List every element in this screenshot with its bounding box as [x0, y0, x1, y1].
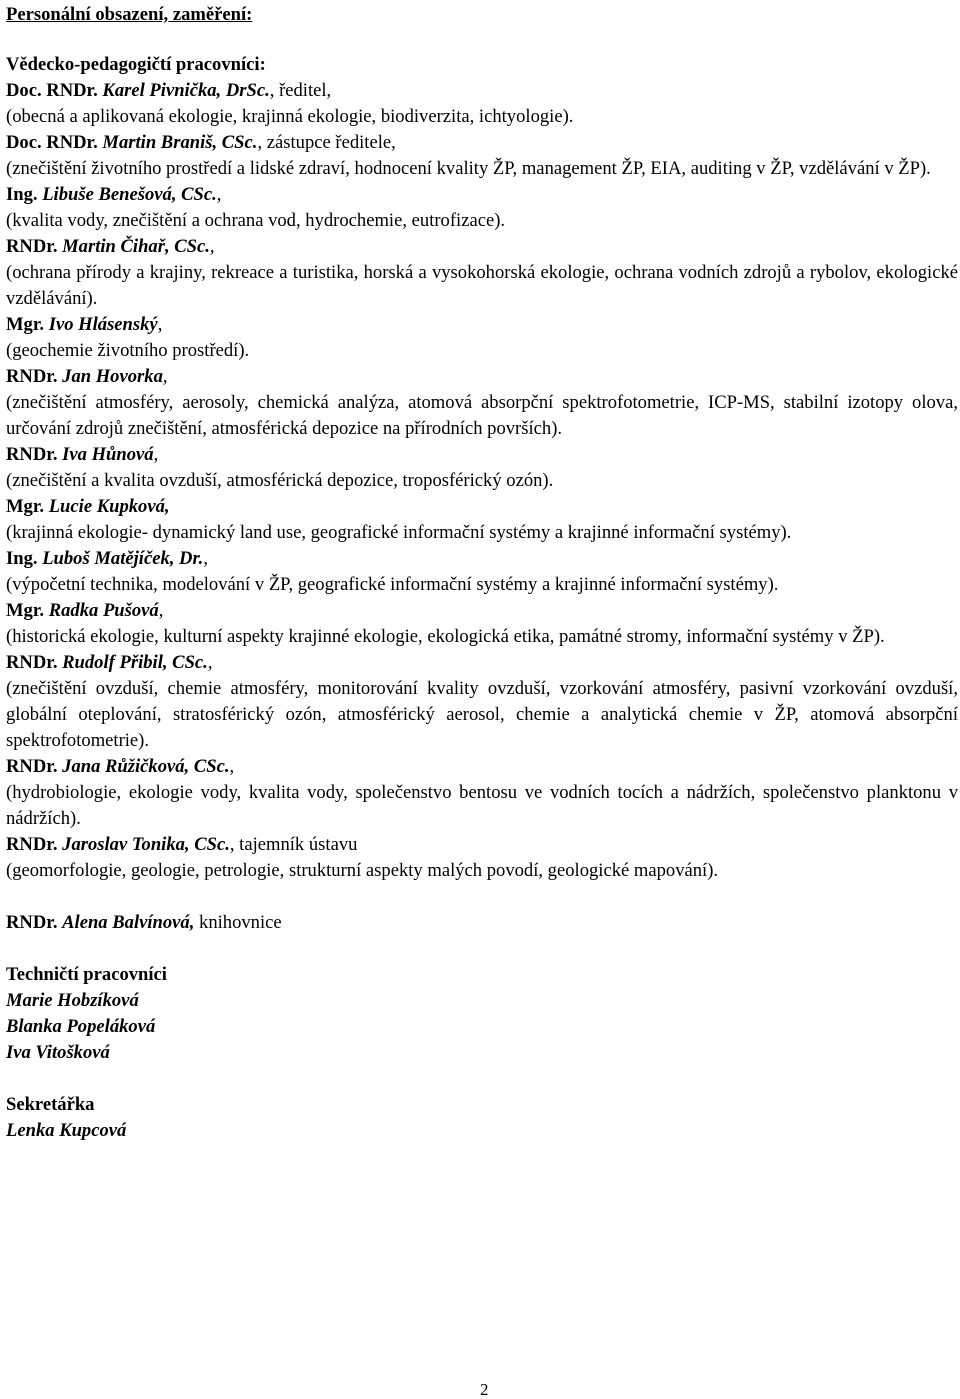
staff-focus: (znečištění ovzduší, chemie atmosféry, monitorování kvality ovzduší, vzorkování atmosféry, pasivní vzorkování ovzduší, globální oteplování, stratosférický ozón, atmosférický aerosol, chemie a analytická chemie v ŽP, atomová absorpční spektrofotometrie).: [6, 678, 958, 751]
staff-entry-name-line: [6, 234, 958, 260]
scientific-staff-title: Vědecko-pedagogičtí pracovníci:: [6, 54, 266, 75]
staff-title: RNDr.: [6, 444, 58, 465]
staff-name: Martin Braniš, CSc.: [102, 132, 258, 153]
staff-entry-name-line: [6, 546, 958, 572]
staff-role: ,: [229, 756, 235, 777]
staff-entry-name-line: [6, 832, 958, 858]
staff-title: RNDr.: [6, 236, 58, 257]
staff-name: Jan Hovorka: [62, 366, 163, 387]
technical-staff-title: Techničtí pracovníci: [6, 964, 167, 985]
staff-role: ,: [207, 652, 213, 673]
staff-title: Doc. RNDr.: [6, 132, 98, 153]
staff-entry-name-line: [6, 598, 958, 624]
staff-title: RNDr.: [6, 652, 58, 673]
staff-entry-name-line: [6, 442, 958, 468]
staff-focus: (znečištění životního prostředí a lidské zdraví, hodnocení kvality ŽP, management ŽP, EIA, auditing v ŽP, vzdělávání v ŽP).: [6, 158, 931, 179]
staff-role: , ředitel,: [269, 80, 332, 101]
staff-focus: (geochemie životního prostředí).: [6, 340, 250, 361]
spacer: [6, 884, 958, 910]
staff-entry-name-line: [6, 494, 958, 520]
staff-title: Ing.: [6, 548, 38, 569]
staff-entry-name-line: [6, 650, 958, 676]
staff-role: ,: [216, 184, 222, 205]
staff-list: [6, 52, 958, 1144]
staff-role: , zástupce ředitele,: [257, 132, 396, 153]
staff-role: ,: [157, 314, 163, 335]
staff-entry-name-line: [6, 754, 958, 780]
librarian-role: knihovnice: [194, 912, 282, 933]
staff-title: Doc. RNDr.: [6, 80, 98, 101]
staff-focus: (ochrana přírody a krajiny, rekreace a turistika, horská a vysokohorská ekologie, ochrana vodních zdrojů a rybolov, ekologické vzdělávání).: [6, 262, 958, 309]
staff-title: RNDr.: [6, 366, 58, 387]
librarian-title: RNDr.: [6, 912, 58, 933]
staff-title: RNDr.: [6, 756, 58, 777]
staff-name: Karel Pivnička, DrSc.: [102, 80, 270, 101]
staff-entry-name-line: [6, 312, 958, 338]
staff-role: ,: [203, 548, 208, 569]
staff-focus: (znečištění atmosféry, aerosoly, chemická analýza, atomová absorpční spektrofotometrie, ICP-MS, stabilní izotopy olova, určování zdrojů znečištění, atmosférická depozice na přírodních površích).: [6, 392, 958, 439]
staff-name: Libuše Benešová, CSc.: [42, 184, 217, 205]
staff-name: Ivo Hlásenský: [48, 314, 158, 335]
staff-entry-name-line: [6, 182, 958, 208]
staff-name: Radka Pušová: [48, 600, 159, 621]
secretary-name: Lenka Kupcová: [6, 1120, 127, 1141]
staff-entry-name-line: [6, 130, 958, 156]
staff-role: ,: [162, 366, 168, 387]
staff-title: Ing.: [6, 184, 38, 205]
staff-name: Jaroslav Tonika, CSc.: [62, 834, 230, 855]
staff-name: Jana Růžičková, CSc.: [62, 756, 230, 777]
spacer: [6, 936, 958, 962]
staff-name: Lucie Kupková,: [48, 496, 170, 517]
staff-focus: (hydrobiologie, ekologie vody, kvalita vody, společenstvo bentosu ve vodních tocích a nádržích, společenstvo planktonu v nádržích).: [6, 782, 958, 829]
staff-entry-name-line: [6, 78, 958, 104]
secretary-title: Sekretářka: [6, 1094, 95, 1115]
staff-name: Rudolf Přibil, CSc.: [62, 652, 208, 673]
staff-focus: (znečištění a kvalita ovzduší, atmosférická depozice, troposférický ozón).: [6, 470, 554, 491]
staff-title: Mgr.: [6, 600, 45, 621]
staff-entry-name-line: [6, 364, 958, 390]
staff-title: Mgr.: [6, 496, 45, 517]
staff-role: , tajemník ústavu: [229, 834, 358, 855]
staff-title: RNDr.: [6, 834, 58, 855]
staff-focus: (kvalita vody, znečištění a ochrana vod, hydrochemie, eutrofizace).: [6, 210, 506, 231]
staff-focus: (geomorfologie, geologie, petrologie, strukturní aspekty malých povodí, geologické mapování).: [6, 860, 719, 881]
page-number: 2: [480, 1380, 489, 1399]
staff-focus: (krajinná ekologie- dynamický land use, geografické informační systémy a krajinné informační systémy).: [6, 522, 792, 543]
staff-focus: (výpočetní technika, modelování v ŽP, geografické informační systémy a krajinné informační systémy).: [6, 574, 779, 595]
technical-staff-name: Marie Hobzíková: [6, 990, 139, 1011]
staff-name: Luboš Matějíček, Dr.: [42, 548, 204, 569]
staff-role: ,: [209, 236, 215, 257]
staff-name: Iva Hůnová: [62, 444, 154, 465]
staff-focus: (obecná a aplikovaná ekologie, krajinná ekologie, biodiverzita, ichtyologie).: [6, 106, 574, 127]
section-heading: Personální obsazení, zaměření:: [6, 4, 253, 25]
staff-name: Martin Čihař, CSc.: [62, 236, 210, 257]
spacer: [6, 1066, 958, 1092]
staff-role: ,: [158, 600, 164, 621]
technical-staff-name: Iva Vitošková: [6, 1042, 110, 1063]
technical-staff-name: Blanka Popeláková: [6, 1016, 156, 1037]
staff-role: ,: [153, 444, 159, 465]
staff-focus: (historická ekologie, kulturní aspekty krajinné ekologie, ekologická etika, památné stromy, informační systémy v ŽP).: [6, 626, 885, 647]
librarian-name: Alena Balvínová,: [62, 912, 195, 933]
staff-title: Mgr.: [6, 314, 45, 335]
librarian-line: [6, 910, 958, 936]
